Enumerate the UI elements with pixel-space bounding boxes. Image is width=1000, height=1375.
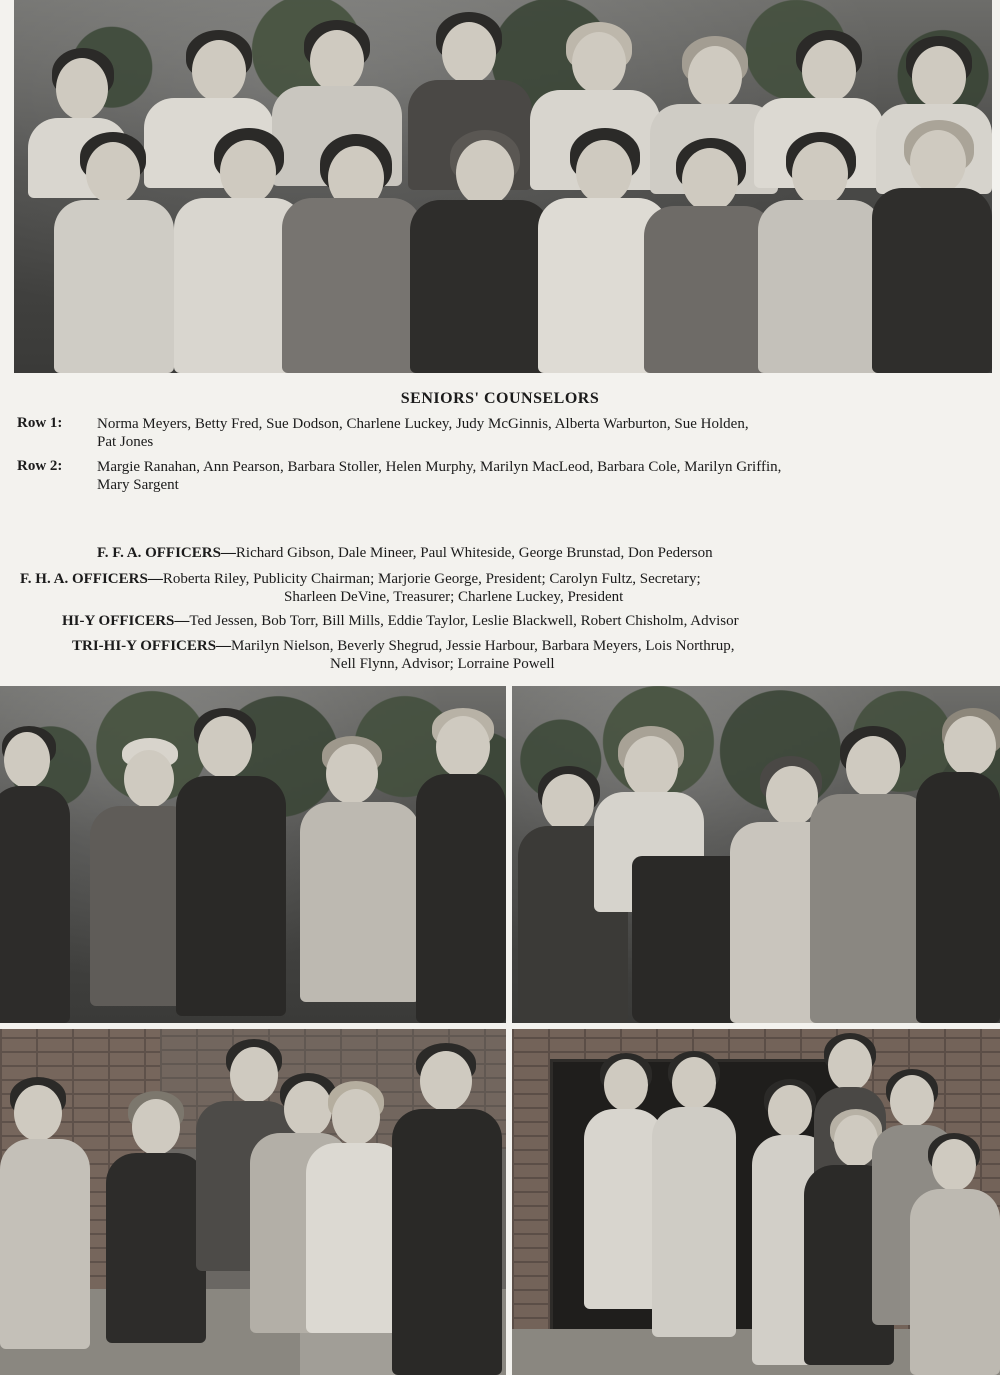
row-1-label: Row 1: xyxy=(17,415,63,431)
trihiy-heading: TRI-HI-Y OFFICERS xyxy=(72,638,217,654)
row-2-label: Row 2: xyxy=(17,458,63,474)
hiy-dash: — xyxy=(174,613,190,629)
trihiy-names-line-2: Nell Flynn, Advisor; Lorraine Powell xyxy=(330,656,555,672)
row-2-names xyxy=(97,458,997,494)
hiy-officers-photo xyxy=(0,1029,506,1375)
hiy-figures xyxy=(0,1029,506,1375)
ffa-dash: — xyxy=(220,545,236,561)
trihiy-officers xyxy=(72,637,735,673)
row-2-names-line-2: Mary Sargent xyxy=(97,477,179,493)
trihiy-dash: — xyxy=(216,638,232,654)
ffa-heading: F. F. A. OFFICERS xyxy=(97,545,221,561)
row-1-names-line-1: Norma Meyers, Betty Fred, Sue Dodson, Charlene Luckey, Judy McGinnis, Alberta Warburton, Sue Holden, xyxy=(97,416,749,432)
fha-officers-photo xyxy=(512,686,1000,1023)
fha-figures xyxy=(512,686,1000,1023)
row-1-names-line-2: Pat Jones xyxy=(97,434,154,450)
row-2-names-line-1: Margie Ranahan, Ann Pearson, Barbara Stoller, Helen Murphy, Marilyn MacLeod, Barbara Cole, Marilyn Griffin, xyxy=(97,459,782,475)
row-1-names xyxy=(97,415,997,451)
trihiy-figures xyxy=(512,1029,1000,1375)
ffa-names: Richard Gibson, Dale Mineer, Paul Whiteside, George Brunstad, Don Pederson xyxy=(235,545,713,561)
counselors-title: SENIORS' COUNSELORS xyxy=(400,390,600,407)
hiy-heading: HI-Y OFFICERS xyxy=(62,613,175,629)
fha-dash: — xyxy=(147,571,163,587)
ffa-officers-photo xyxy=(0,686,506,1023)
ffa-officers xyxy=(97,544,713,562)
fha-names-line-1: Roberta Riley, Publicity Chairman; Marjorie George, President; Carolyn Fultz, Secretary; xyxy=(162,571,701,587)
trihiy-names-line-1: Marilyn Nielson, Beverly Shegrud, Jessie Harbour, Barbara Meyers, Lois Northrup, xyxy=(231,638,735,654)
hiy-names: Ted Jessen, Bob Torr, Bill Mills, Eddie Taylor, Leslie Blackwell, Robert Chisholm, Advisor xyxy=(189,613,739,629)
ffa-figures xyxy=(0,686,506,1023)
trihiy-officers-photo xyxy=(512,1029,1000,1375)
hiy-officers xyxy=(62,612,739,630)
fha-officers xyxy=(20,570,701,606)
front-row-figures xyxy=(14,0,992,373)
counselors-group-photo xyxy=(14,0,992,373)
fha-heading: F. H. A. OFFICERS xyxy=(20,571,148,587)
fha-names-line-2: Sharleen DeVine, Treasurer; Charlene Luckey, President xyxy=(284,589,624,605)
